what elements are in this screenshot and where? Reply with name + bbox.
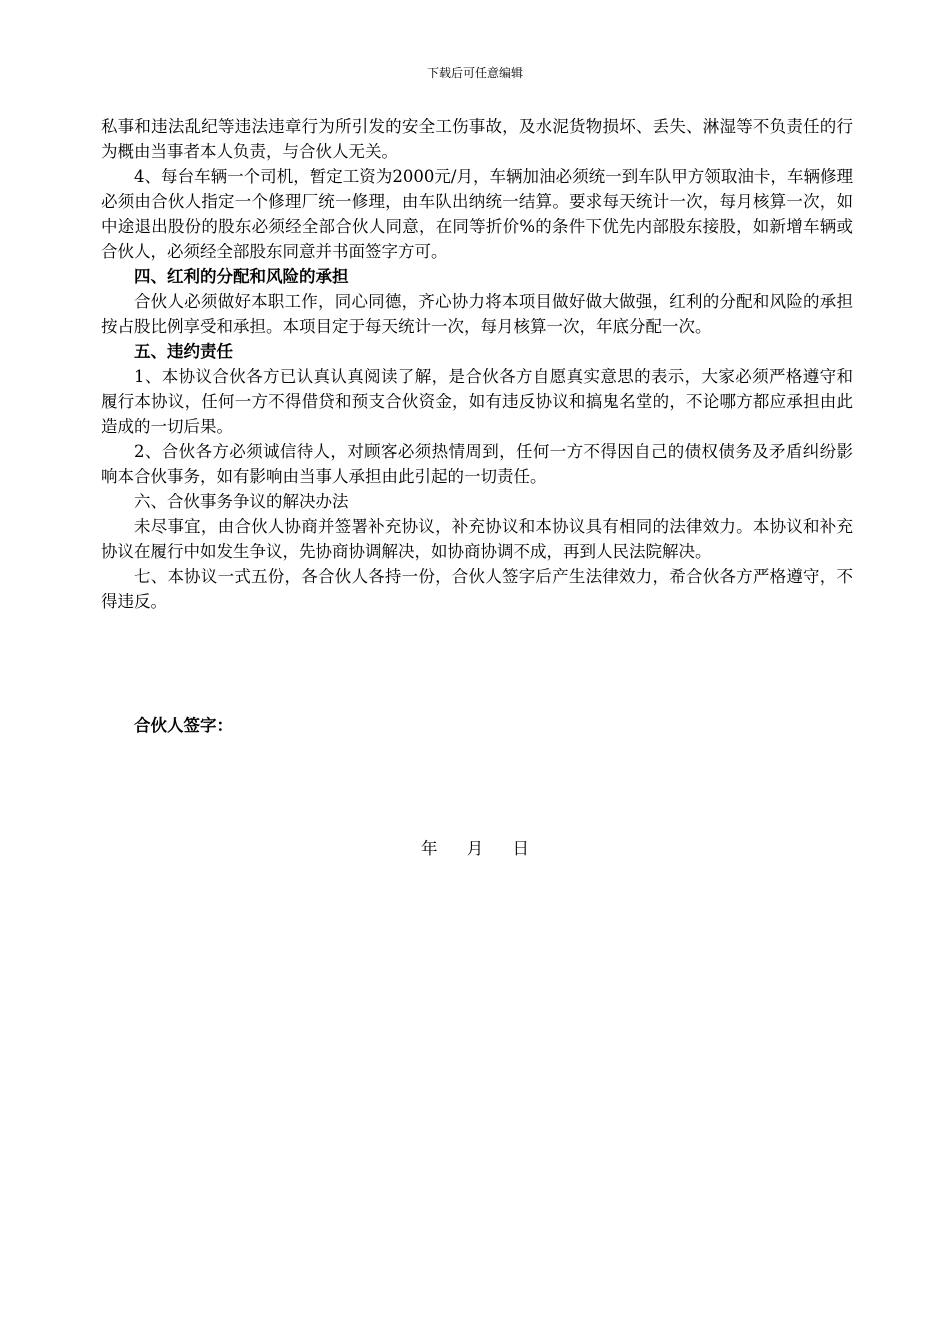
paragraph-copies: 七、本协议一式五份，各合伙人各持一份，合伙人签字后产生法律效力，希合伙各方严格遵守，不得违反。	[101, 567, 853, 611]
paragraph-clause-4: 4、每台车辆一个司机，暂定工资为2000元/月，车辆加油必须统一到车队甲方领取油卡，车辆修理必须由合伙人指定一个修理厂统一修理，由车队出纳统一结算。要求每天统计一次，每月核算一次，如中途退出股份的股东必须经全部合伙人同意，在同等折价%的条件下优先内部股东接股，如新增车辆或合伙人，必须经全部股东同意并书面签字方可。	[101, 167, 853, 261]
paragraph-liability-1: 1、本协议合伙各方已认真认真阅读了解，是合伙各方自愿真实意思的表示，大家必须严格遵守和履行本协议，任何一方不得借贷和预支合伙资金，如有违反协议和搞鬼名堂的，不论哪方都应承担由此造成的一切后果。	[101, 367, 853, 436]
paragraph-liability-2: 2、合伙各方必须诚信待人，对顾客必须热情周到，任何一方不得因自己的债权债务及矛盾纠纷影响本合伙事务，如有影响由当事人承担由此引起的一切责任。	[101, 442, 853, 486]
date-line	[0, 836, 950, 861]
date-day: 日	[512, 839, 529, 858]
paragraph-dispute: 未尽事宜，由合伙人协商并签署补充协议，补充协议和本协议具有相同的法律效力。本协议和补充协议在履行中如发生争议，先协商协调解决，如协商协调不成，再到人民法院解决。	[101, 517, 853, 561]
signature-label: 合伙人签字：	[134, 716, 233, 735]
paragraph-continuation: 私事和违法乱纪等违法违章行为所引发的安全工伤事故，及水泥货物损坏、丢失、淋湿等不负责任的行为概由当事者本人负责，与合伙人无关。	[101, 117, 853, 161]
section-heading-dividends: 四、红利的分配和风险的承担	[134, 267, 349, 286]
section-heading-liability: 五、违约责任	[134, 342, 233, 361]
date-year: 年	[421, 839, 438, 858]
section-heading-dispute: 六、合伙事务争议的解决办法	[134, 492, 349, 511]
document-body	[101, 114, 853, 614]
paragraph-dividends: 合伙人必须做好本职工作，同心同德，齐心协力将本项目做好做大做强，红利的分配和风险的承担按占股比例享受和承担。本项目定于每天统计一次，每月核算一次，年底分配一次。	[101, 292, 853, 336]
date-month: 月	[466, 839, 484, 858]
page-header: 下载后可任意编辑	[426, 66, 523, 80]
